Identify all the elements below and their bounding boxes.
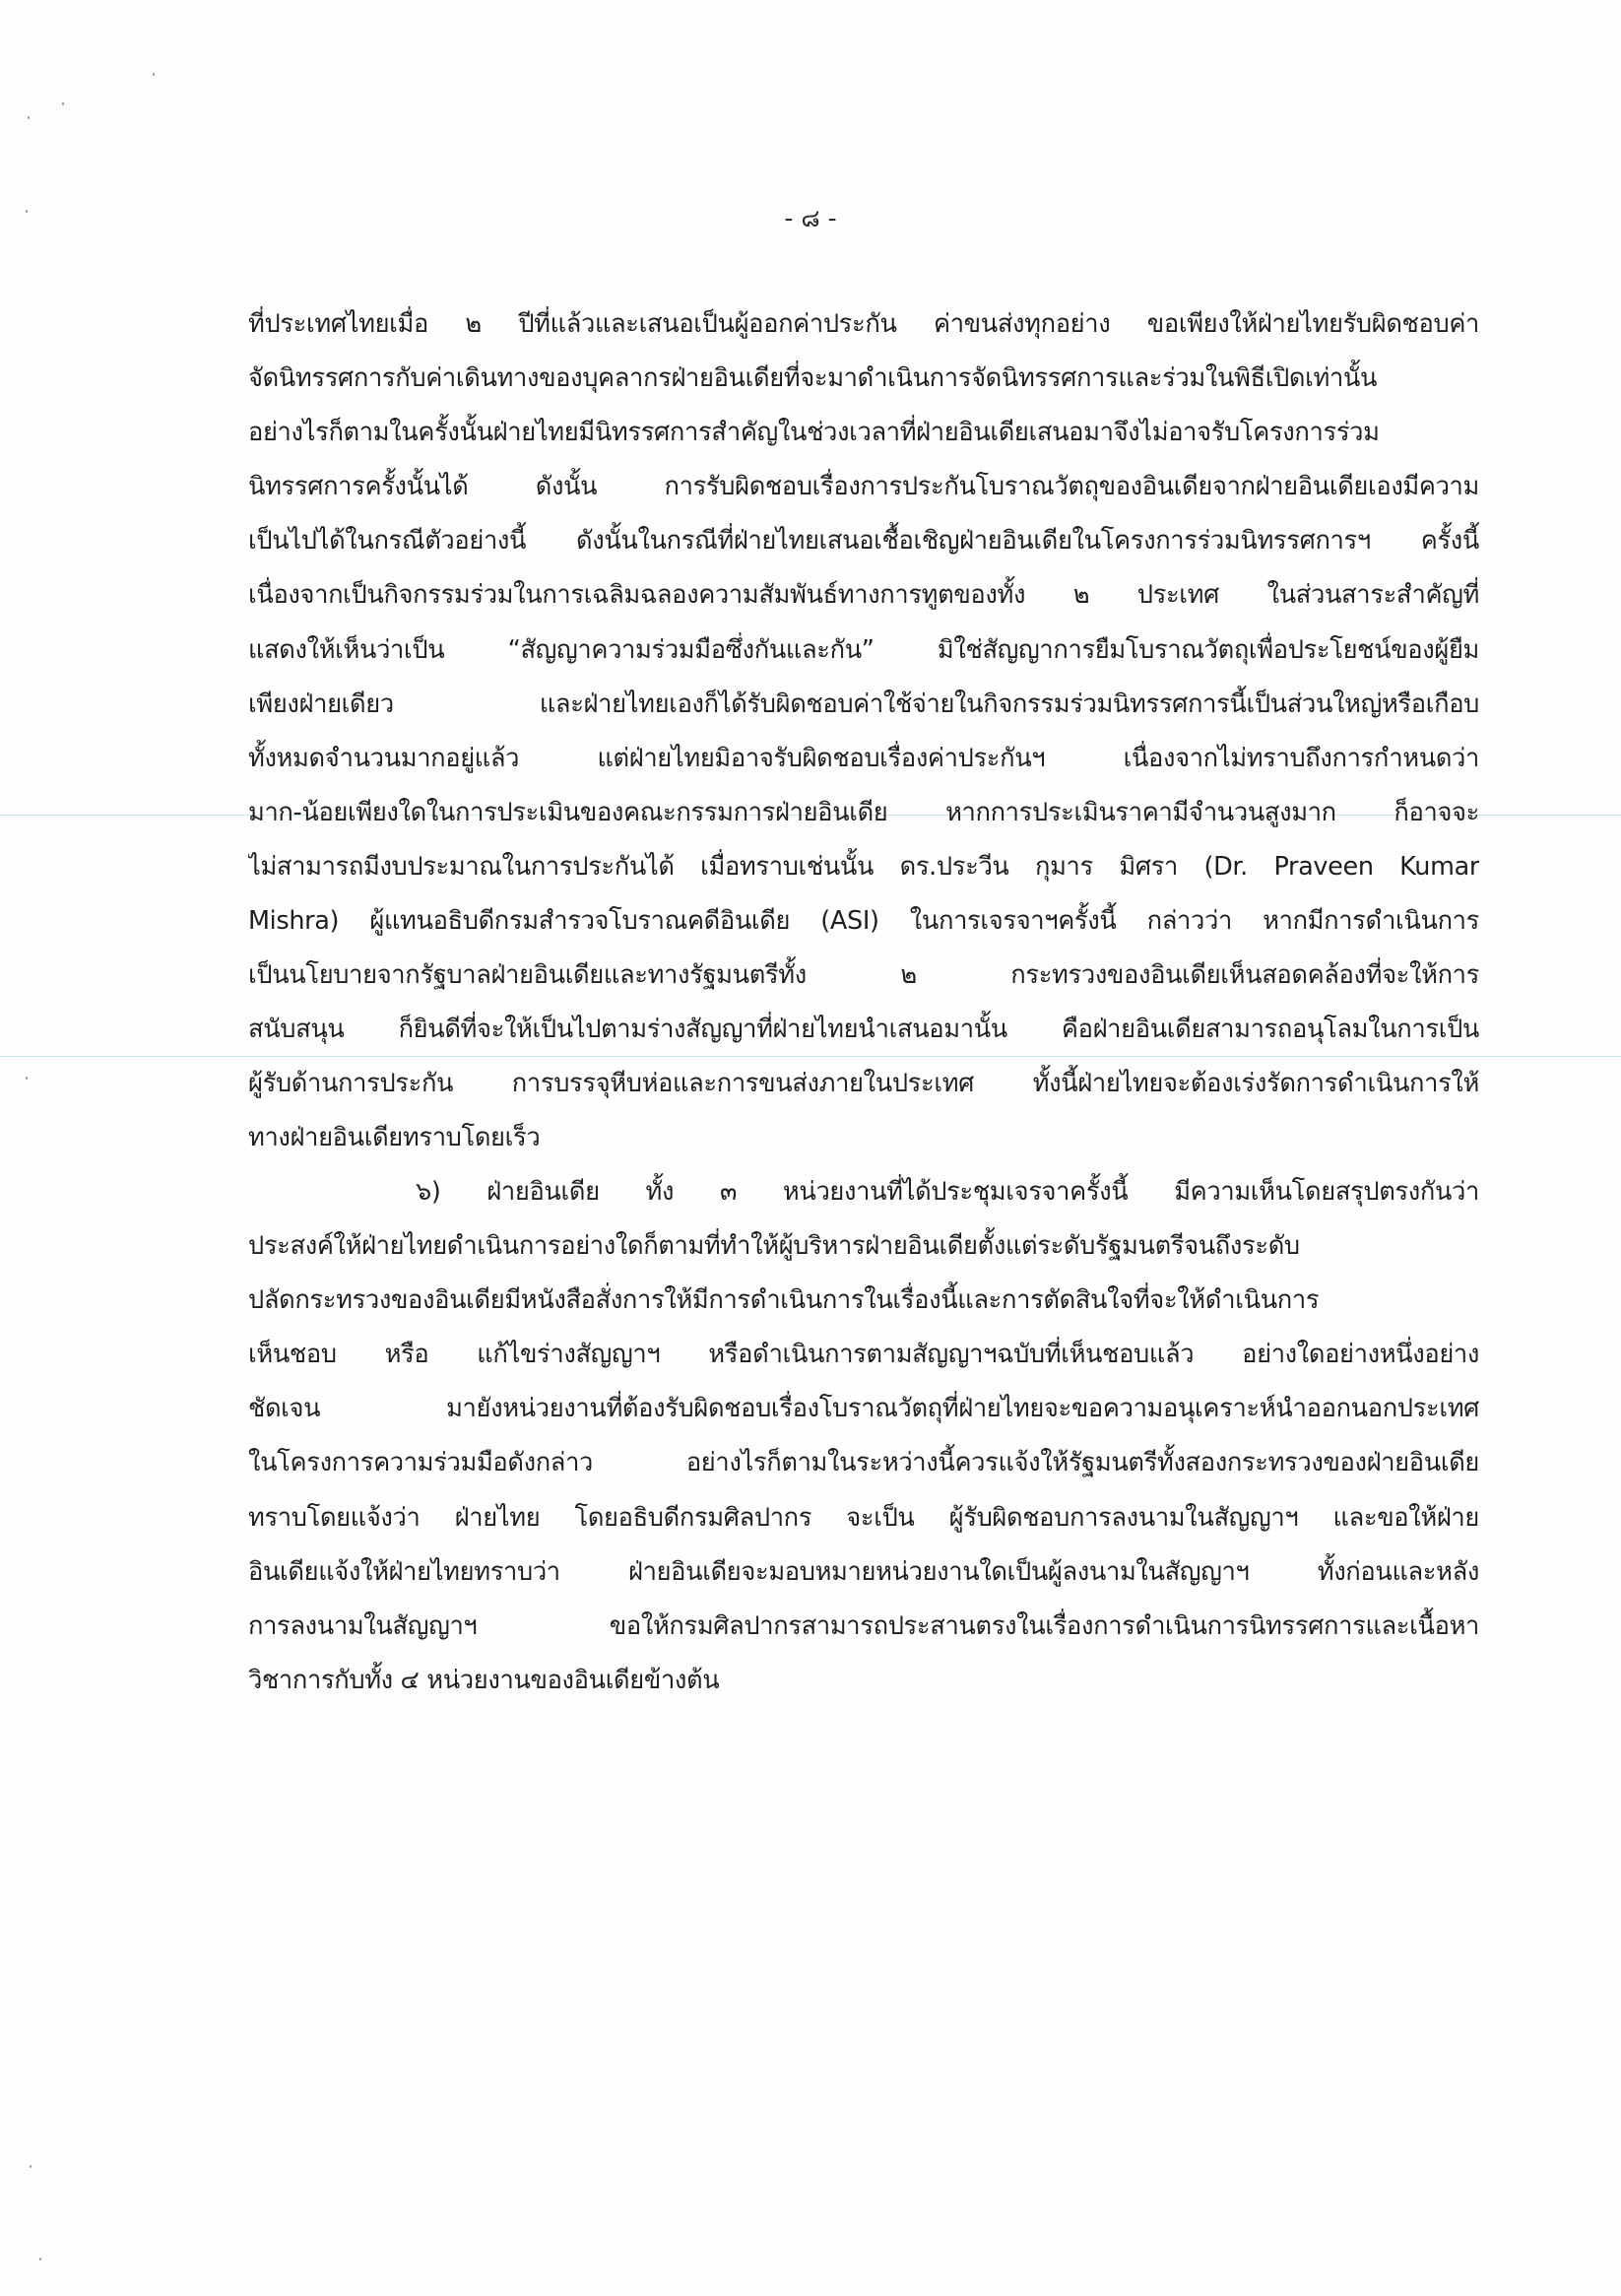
- text-line: Mishra) ผู้แทนอธิบดีกรมสำรวจโบราณคดีอินเดีย (ASI) ในการเจรจาฯครั้งนี้ กล่าวว่า หากมีการดำเนินการ: [248, 906, 1479, 937]
- paragraph-continued: [248, 297, 1479, 1166]
- text-line: ไม่สามารถมีงบประมาณในการประกันได้ เมื่อทราบเช่นนั้น ดร.ประวีน กุมาร มิศรา (Dr. Praveen Kumar: [248, 851, 1479, 882]
- text-line: ปลัดกระทรวงของอินเดียมีหนังสือสั่งการให้มีการดำเนินการในเรื่องนี้และการตัดสินใจที่จะให้ดำเนินการ: [248, 1285, 1320, 1316]
- scan-speck: [26, 1077, 28, 1080]
- text-line: แสดงให้เห็นว่าเป็น “สัญญาความร่วมมือซึ่งกันและกัน” มิใช่สัญญาการยืมโบราณวัตถุเพื่อประโยชน์ของผู้ยืม: [248, 634, 1479, 665]
- text-line: มาก-น้อยเพียงใดในการประเมินของคณะกรรมการฝ่ายอินเดีย หากการประเมินราคามีจำนวนสูงมาก ก็อาจจะ: [248, 797, 1479, 827]
- text-line: เพียงฝ่ายเดียว และฝ่ายไทยเองก็ได้รับผิดชอบค่าใช้จ่ายในกิจกรรมร่วมนิทรรศการนี้เป็นส่วนใหญ่หรือเกือบ: [248, 689, 1479, 719]
- text-line: ๖) ฝ่ายอินเดีย ทั้ง ๓ หน่วยงานที่ได้ประชุมเจรจาครั้งนี้ มีความเห็นโดยสรุปตรงกันว่า: [416, 1177, 1479, 1207]
- text-line: ผู้รับด้านการประกัน การบรรจุหีบห่อและการขนส่งภายในประเทศ ทั้งนี้ฝ่ายไทยจะต้องเร่งรัดการดำเนินการให้: [248, 1069, 1479, 1099]
- scan-speck: [30, 2165, 32, 2168]
- text-line: การลงนามในสัญญาฯ ขอให้กรมศิลปากรสามารถประสานตรงในเรื่องการดำเนินการนิทรรศการและเนื้อหา: [248, 1610, 1479, 1641]
- text-line: วิชาการกับทั้ง ๔ หน่วยงานของอินเดียข้างต้น: [248, 1665, 720, 1695]
- text-line: ทั้งหมดจำนวนมากอยู่แล้ว แต่ฝ่ายไทยมิอาจรับผิดชอบเรื่องค่าประกันฯ เนื่องจากไม่ทราบถึงการกำหนดว่า: [248, 743, 1479, 773]
- text-line: ทางฝ่ายอินเดียทราบโดยเร็ว: [248, 1123, 541, 1153]
- scan-speck: [39, 2258, 41, 2261]
- scan-speck: [62, 102, 64, 105]
- text-line: ประสงค์ให้ฝ่ายไทยดำเนินการอย่างใดก็ตามที่ทำให้ผู้บริหารฝ่ายอินเดียตั้งแต่ระดับรัฐมนตรีจนถึงระดับ: [248, 1231, 1300, 1262]
- text-line: นิทรรศการครั้งนั้นได้ ดังนั้น การรับผิดชอบเรื่องการประกันโบราณวัตถุของอินเดียจากฝ่ายอินเดียเองมีความ: [248, 472, 1479, 502]
- paragraph-item-6: [248, 1165, 1479, 1708]
- text-line: เป็นนโยบายจากรัฐบาลฝ่ายอินเดียและทางรัฐมนตรีทั้ง ๒ กระทรวงของอินเดียเห็นสอดคล้องที่จะให้การ: [248, 960, 1479, 991]
- text-line: ในโครงการความร่วมมือดังกล่าว อย่างไรก็ตามในระหว่างนี้ควรแจ้งให้รัฐมนตรีทั้งสองกระทรวงของฝ่ายอินเดีย: [248, 1448, 1479, 1478]
- page-number: - ๘ -: [784, 204, 837, 232]
- text-line: จัดนิทรรศการกับค่าเดินทางของบุคลากรฝ่ายอินเดียที่จะมาดำเนินการจัดนิทรรศการและร่วมในพิธีเปิดเท่านั้น: [248, 363, 1378, 394]
- scan-speck: [153, 73, 155, 76]
- text-line: ทราบโดยแจ้งว่า ฝ่ายไทย โดยอธิบดีกรมศิลปากร จะเป็น ผู้รับผิดชอบการลงนามในสัญญาฯ และขอให้ฝ่าย: [248, 1502, 1479, 1533]
- text-line: เนื่องจากเป็นกิจกรรมร่วมในการเฉลิมฉลองความสัมพันธ์ทางการทูตของทั้ง ๒ ประเทศ ในส่วนสาระสำคัญที่: [248, 580, 1479, 611]
- text-line: ชัดเจน มายังหน่วยงานที่ต้องรับผิดชอบเรื่องโบราณวัตถุที่ฝ่ายไทยจะขอความอนุเคราะห์นำออกนอกประเทศ: [248, 1394, 1479, 1424]
- text-line: อินเดียแจ้งให้ฝ่ายไทยทราบว่า ฝ่ายอินเดียจะมอบหมายหน่วยงานใดเป็นผู้ลงนามในสัญญาฯ ทั้งก่อนและหลัง: [248, 1556, 1479, 1587]
- text-line: เห็นชอบ หรือ แก้ไขร่างสัญญาฯ หรือดำเนินการตามสัญญาฯฉบับที่เห็นชอบแล้ว อย่างใดอย่างหนึ่งอย่าง: [248, 1340, 1479, 1370]
- text-line: สนับสนุน ก็ยินดีที่จะให้เป็นไปตามร่างสัญญาที่ฝ่ายไทยนำเสนอมานั้น คือฝ่ายอินเดียสามารถอนุโลมในการเป็น: [248, 1015, 1479, 1045]
- text-line: เป็นไปได้ในกรณีตัวอย่างนี้ ดังนั้นในกรณีที่ฝ่ายไทยเสนอเชื้อเชิญฝ่ายอินเดียในโครงการร่วมนิทรรศการฯ ครั้งนี้: [248, 526, 1479, 557]
- text-line: ที่ประเทศไทยเมื่อ ๒ ปีที่แล้วและเสนอเป็นผู้ออกค่าประกัน ค่าขนส่งทุกอย่าง ขอเพียงให้ฝ่ายไทยรับผิดชอบค่า: [248, 309, 1479, 339]
- scan-speck: [28, 116, 30, 119]
- text-line: อย่างไรก็ตามในครั้งนั้นฝ่ายไทยมีนิทรรศการสำคัญในช่วงเวลาที่ฝ่ายอินเดียเสนอมาจึงไม่อาจรับโครงการร่วม: [248, 418, 1380, 448]
